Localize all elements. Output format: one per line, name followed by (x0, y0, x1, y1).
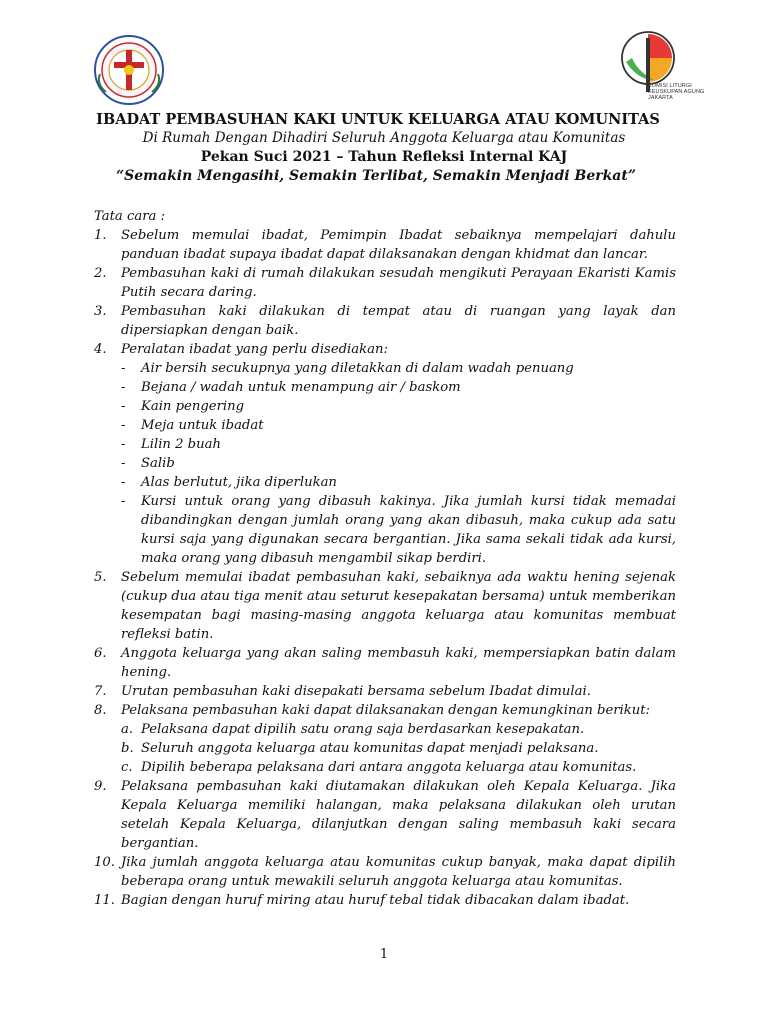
option-item (121, 720, 676, 739)
list-item (94, 340, 676, 359)
equipment-text: Air bersih secukupnya yang diletakkan di dalam wadah penuang (141, 361, 574, 376)
list-item (94, 226, 676, 264)
list-item (94, 853, 676, 891)
bullet-dash: - (121, 361, 126, 376)
bullet-dash: - (121, 418, 126, 433)
page-number: 1 (379, 947, 389, 962)
item-number: 3. (94, 304, 107, 319)
equipment-item (121, 492, 676, 568)
option-text: Dipilih beberapa pelaksana dari antara anggota keluarga atau komunitas. (141, 760, 637, 775)
equipment-text: Meja untuk ibadat (141, 418, 264, 433)
list-item (94, 302, 676, 340)
item-number: 5. (94, 570, 107, 585)
equipment-item (121, 397, 676, 416)
procedure-section (94, 207, 676, 910)
equipment-text: Kursi untuk orang yang dibasuh kakinya. Jika jumlah kursi tidak memadai dibandingkan dengan jumlah orang yang akan dibasuh, maka cukup ada satu kursi saja yang digunakan secara bergantian. Jika sama sekali tidak ada kursi, maka orang yang dibasuh mengambil sikap berdiri. (141, 494, 676, 566)
option-letter: a. (121, 722, 134, 737)
list-item (94, 891, 676, 910)
list-item (94, 644, 676, 682)
item-text: Pelaksana pembasuhan kaki dapat dilaksanakan dengan kemungkinan berikut: (121, 703, 650, 718)
option-text: Seluruh anggota keluarga atau komunitas dapat menjadi pelaksana. (141, 741, 599, 756)
bullet-dash: - (121, 456, 126, 471)
item-number: 1. (94, 228, 107, 243)
item-number: 8. (94, 703, 107, 718)
option-letter: b. (121, 741, 134, 756)
archdiocese-seal-logo (86, 34, 172, 106)
item-text: Pembasuhan kaki dilakukan di tempat atau di ruangan yang layak dan dipersiapkan dengan baik. (121, 304, 676, 338)
item-number: 10. (94, 855, 115, 870)
item-text: Sebelum memulai ibadat pembasuhan kaki, sebaiknya ada waktu hening sejenak (cukup dua atau tiga menit atau seturut kesepakatan bersama) untuk memberikan kesempatan bagi masing-masing anggota keluarga atau komunitas membuat refleksi batin. (121, 570, 676, 642)
bullet-dash: - (121, 475, 126, 490)
item-text: Pembasuhan kaki di rumah dilakukan sesudah mengikuti Perayaan Ekaristi Kamis Putih secara daring. (121, 266, 676, 300)
bullet-dash: - (121, 494, 126, 509)
option-item (121, 758, 676, 777)
equipment-item (121, 473, 676, 492)
document-period: Pekan Suci 2021 – Tahun Refleksi Internal KAJ (200, 149, 568, 165)
item-text: Anggota keluarga yang akan saling membasuh kaki, mempersiapkan batin dalam hening. (121, 646, 676, 680)
option-item (121, 739, 676, 758)
document-header (0, 110, 768, 186)
item-number: 4. (94, 342, 107, 357)
document-title: IBADAT PEMBASUHAN KAKI UNTUK KELUARGA ATAU KOMUNITAS (96, 111, 660, 128)
item-text: Pelaksana pembasuhan kaki diutamakan dilakukan oleh Kepala Keluarga. Jika Kepala Keluarga memiliki halangan, maka pelaksana dilakukan oleh urutan setelah Kepala Keluarga, dilanjutkan dengan saling membasuh kaki secara bergantian. (121, 779, 676, 851)
bullet-dash: - (121, 399, 126, 414)
bullet-dash: - (121, 380, 126, 395)
item-text: Bagian dengan huruf miring atau huruf tebal tidak dibacakan dalam ibadat. (121, 893, 630, 908)
logo-caption-line: JAKARTA (648, 95, 673, 101)
equipment-text: Lilin 2 buah (141, 437, 221, 452)
procedure-intro: Tata cara : (94, 209, 166, 224)
item-number: 2. (94, 266, 107, 281)
item-number: 9. (94, 779, 107, 794)
list-item (94, 568, 676, 644)
list-item (94, 682, 676, 701)
komisi-liturgi-caption (648, 83, 718, 101)
equipment-text: Salib (141, 456, 175, 471)
option-text: Pelaksana dapat dipilih satu orang saja berdasarkan kesepakatan. (141, 722, 585, 737)
item-text: Sebelum memulai ibadat, Pemimpin Ibadat sebaiknya mempelajari dahulu panduan ibadat supaya ibadat dapat dilaksanakan dengan khidmat dan lancar. (121, 228, 676, 262)
list-item (94, 777, 676, 853)
equipment-text: Alas berlutut, jika diperlukan (141, 475, 337, 490)
bullet-dash: - (121, 437, 126, 452)
equipment-text: Kain pengering (141, 399, 245, 414)
item-number: 11. (94, 893, 115, 908)
item-number: 6. (94, 646, 107, 661)
document-subtitle: Di Rumah Dengan Dihadiri Seluruh Anggota Keluarga atau Komunitas (142, 130, 626, 146)
equipment-item (121, 416, 676, 435)
item-text: Urutan pembasuhan kaki disepakati bersama sebelum Ibadat dimulai. (121, 684, 591, 699)
list-item (94, 701, 676, 720)
equipment-item (121, 378, 676, 397)
equipment-item (121, 435, 676, 454)
item-text: Jika jumlah anggota keluarga atau komunitas cukup banyak, maka dapat dipilih beberapa orang untuk mewakili seluruh anggota keluarga atau komunitas. (121, 855, 676, 889)
item-number: 7. (94, 684, 107, 699)
equipment-text: Bejana / wadah untuk menampung air / baskom (141, 380, 461, 395)
equipment-item (121, 359, 676, 378)
logo-caption-line: KOMISI LITURGI (648, 83, 692, 89)
document-theme: “Semakin Mengasihi, Semakin Terlibat, Semakin Menjadi Berkat” (116, 168, 636, 184)
logo-caption-line: KEUSKUPAN AGUNG (648, 89, 705, 95)
list-item (94, 264, 676, 302)
equipment-item (121, 454, 676, 473)
item-text: Peralatan ibadat yang perlu disediakan: (121, 342, 388, 357)
option-letter: c. (121, 760, 133, 775)
